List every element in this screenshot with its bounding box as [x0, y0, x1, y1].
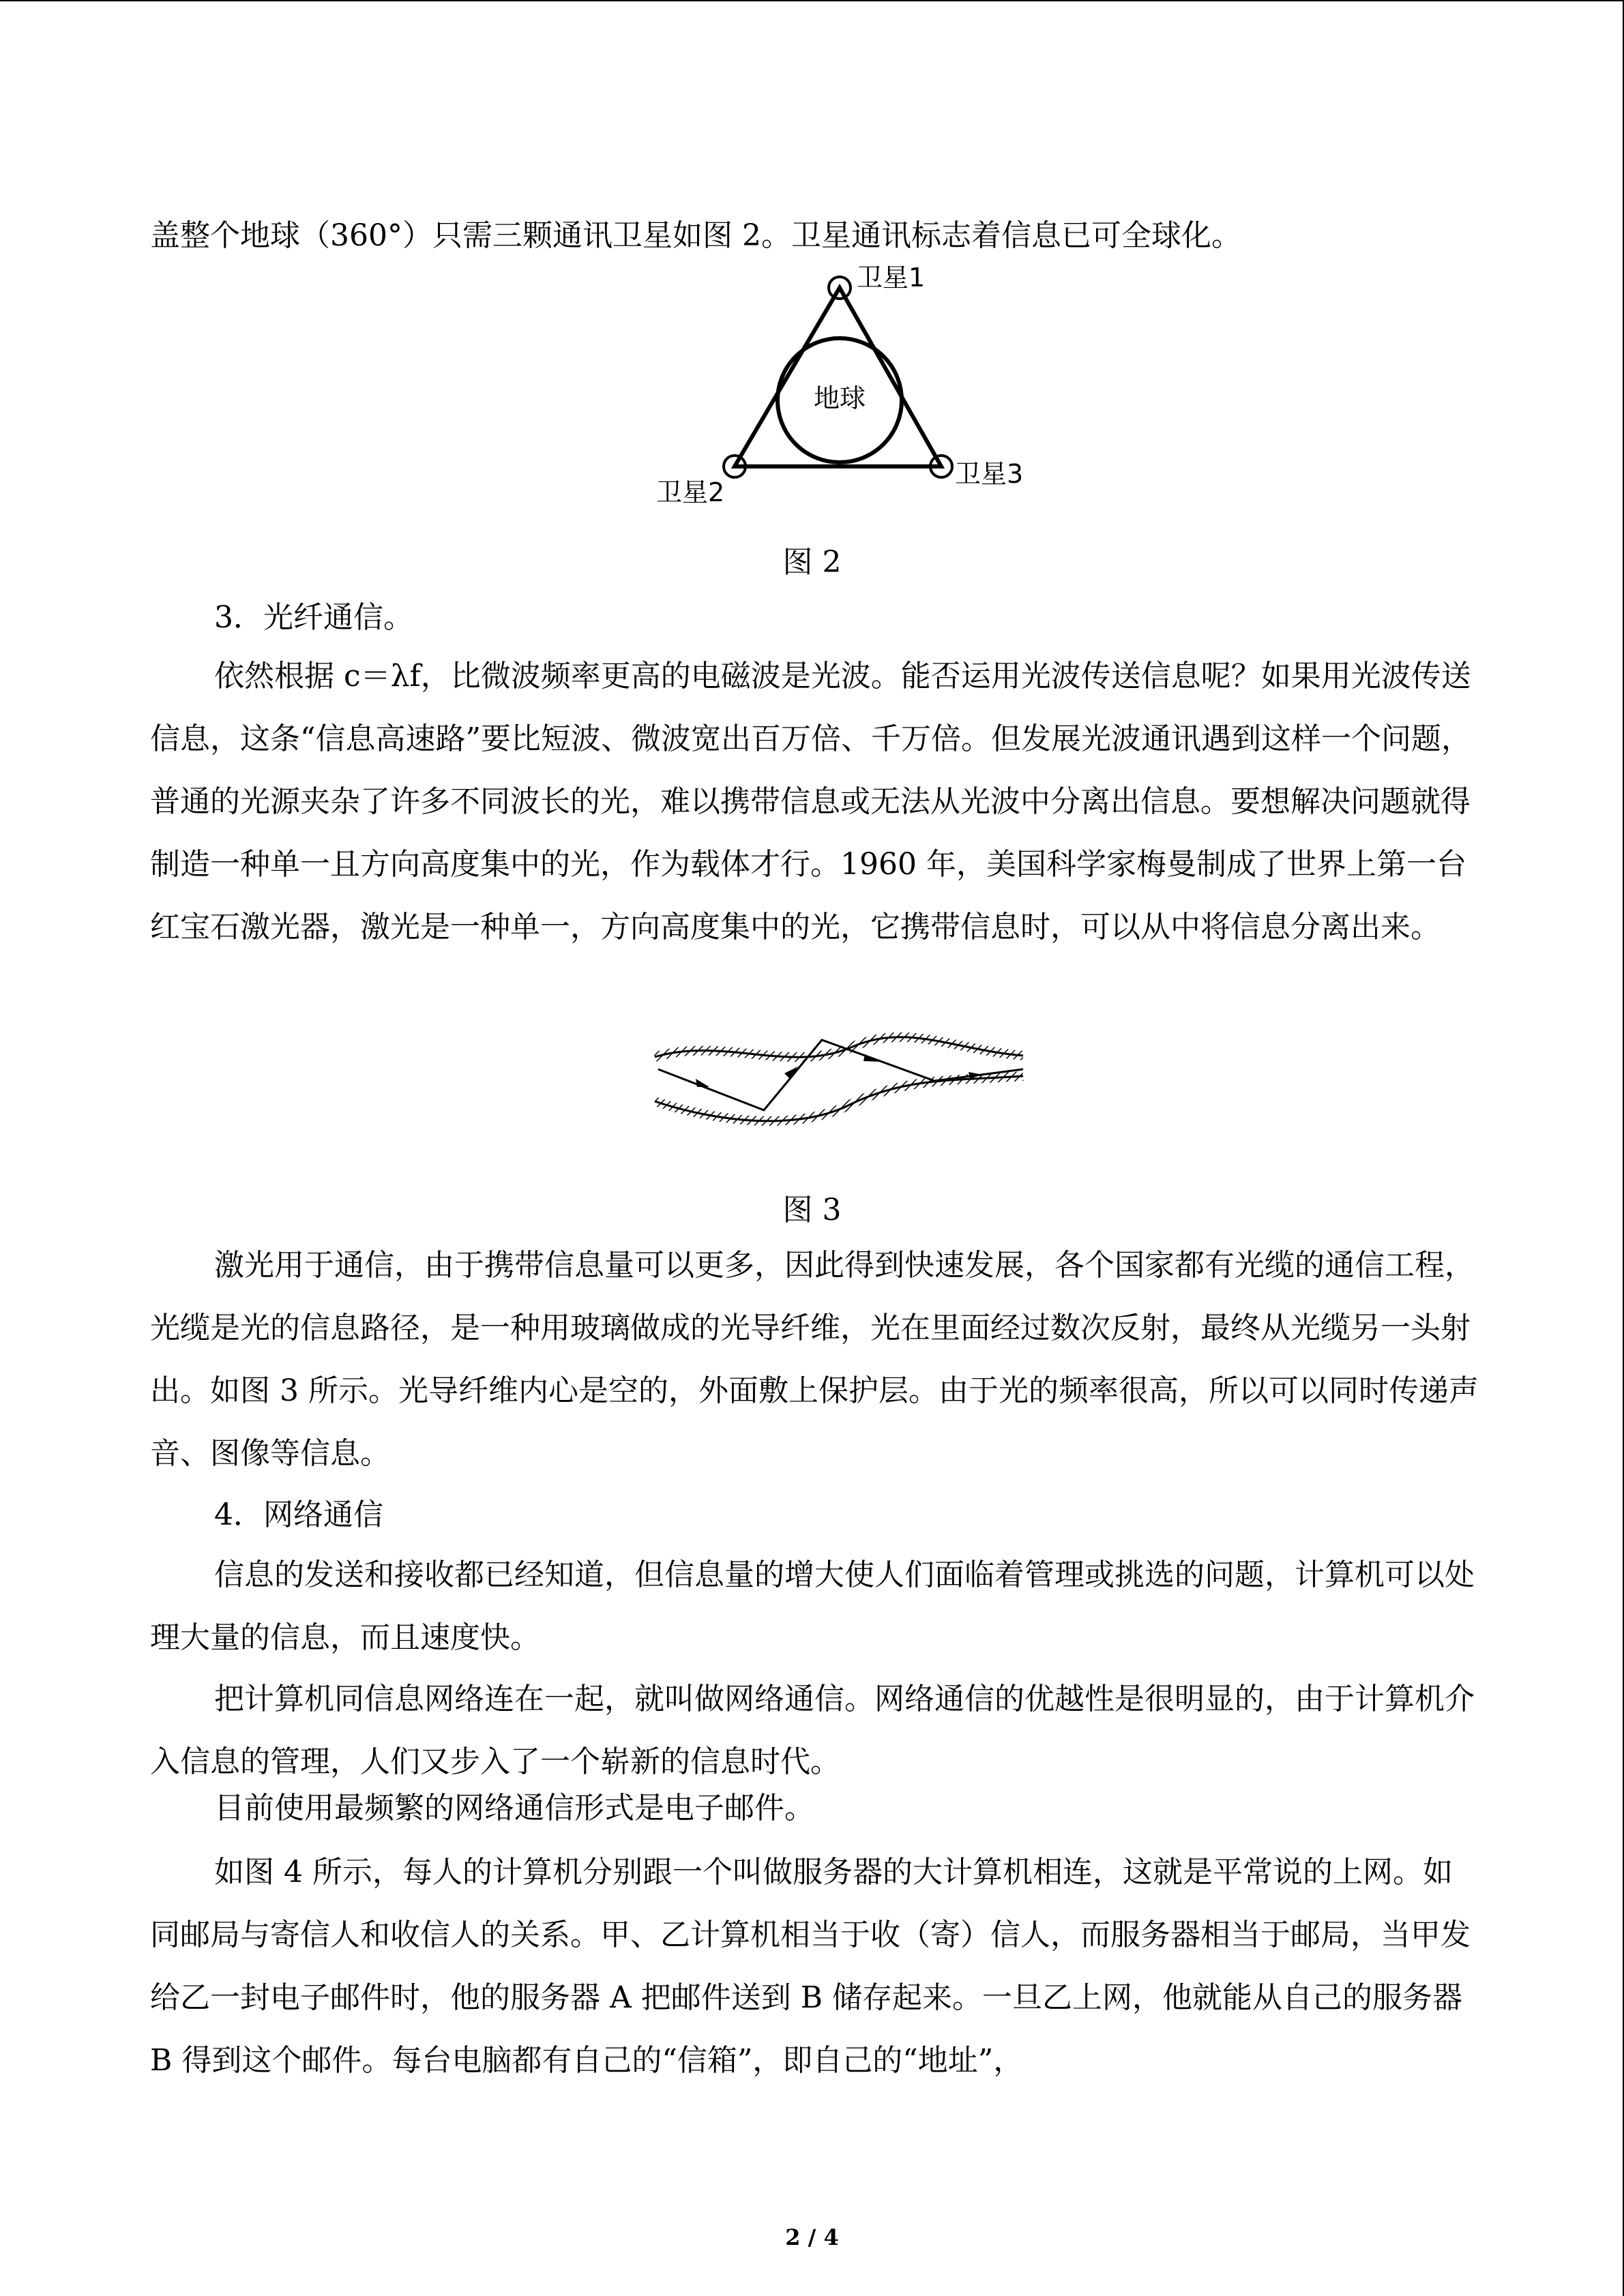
section-4-paragraph-3: 目前使用最频繁的网络通信形式是电子邮件。	[214, 1791, 814, 1825]
triangle-orbit	[735, 288, 941, 466]
section-3-paragraph-2: 激光用于通信，由于携带信息量可以更多，因此得到快速发展，各个国家都有光缆的通信工程，光缆是光的信息路径，是一种用玻璃做成的光导纤维，光在里面经过数次反射，最终从光缆另一头射出。如图 3 所示。光导纤维内心是空的，外面敷上保护层。由于光的频率很高，所以可以同时传递声音、图像等信息。	[150, 1248, 1479, 1471]
figure-3-optical-fiber	[648, 1023, 1030, 1139]
ray-arrow-icon	[696, 1079, 709, 1087]
satellite-2-label: 卫星2	[656, 477, 725, 507]
fiber-lower-wall	[655, 1076, 1023, 1121]
section-4-paragraph-2: 把计算机同信息网络连在一起，就叫做网络通信。网络通信的优越性是很明显的，由于计算机介入信息的管理，人们又步入了一个崭新的信息时代。	[150, 1682, 1475, 1779]
figure-2-caption: 图 2	[782, 545, 842, 580]
section-4-paragraph-1: 信息的发送和接收都已经知道，但信息量的增大使人们面临着管理或挑选的问题，计算机可以处理大量的信息，而且速度快。	[150, 1557, 1475, 1655]
section-3-paragraph-1: 依然根据 c＝λf，比微波频率更高的电磁波是光波。能否运用光波传送信息呢？如果用光波传送信息，这条“信息高速路”要比短波、微波宽出百万倍、千万倍。但发展光波通讯遇到这样一个问题，普通的光源夹杂了许多不同波长的光，难以携带信息或无法从光波中分离出信息。要想解决问题就得制造一种单一且方向高度集中的光，作为载体才行。1960 年，美国科学家梅曼制成了世界上第一台红宝石激光器，激光是一种单一，方向高度集中的光，它携带信息时，可以从中将信息分离出来。	[150, 659, 1471, 944]
figure-3-caption: 图 3	[782, 1193, 842, 1227]
earth-label: 地球	[813, 383, 866, 413]
intro-line: 盖整个地球（360°）只需三颗通讯卫星如图 2。卫星通讯标志着信息已可全球化。	[150, 218, 1241, 253]
page-number: 2 / 4	[785, 2224, 839, 2250]
ray-arrow-icon	[863, 1054, 880, 1062]
section-4-heading: 4．网络通信	[214, 1497, 383, 1532]
figure-2-satellite-diagram	[641, 266, 1050, 518]
satellite-1-label: 卫星1	[857, 266, 926, 293]
section-3-heading: 3．光纤通信。	[214, 600, 413, 635]
section-4-paragraph-4: 如图 4 所示，每人的计算机分别跟一个叫做服务器的大计算机相连，这就是平常说的上网。如同邮局与寄信人和收信人的关系。甲、乙计算机相当于收（寄）信人，而服务器相当于邮局，当甲发给乙一封电子邮件时，他的服务器 A 把邮件送到 B 储存起来。一旦乙上网，他就能从自己的服务器 B 得到这个邮件。每台电脑都有自己的“信箱”，即自己的“地址”，	[150, 1855, 1471, 2078]
satellite-3-label: 卫星3	[955, 459, 1024, 489]
